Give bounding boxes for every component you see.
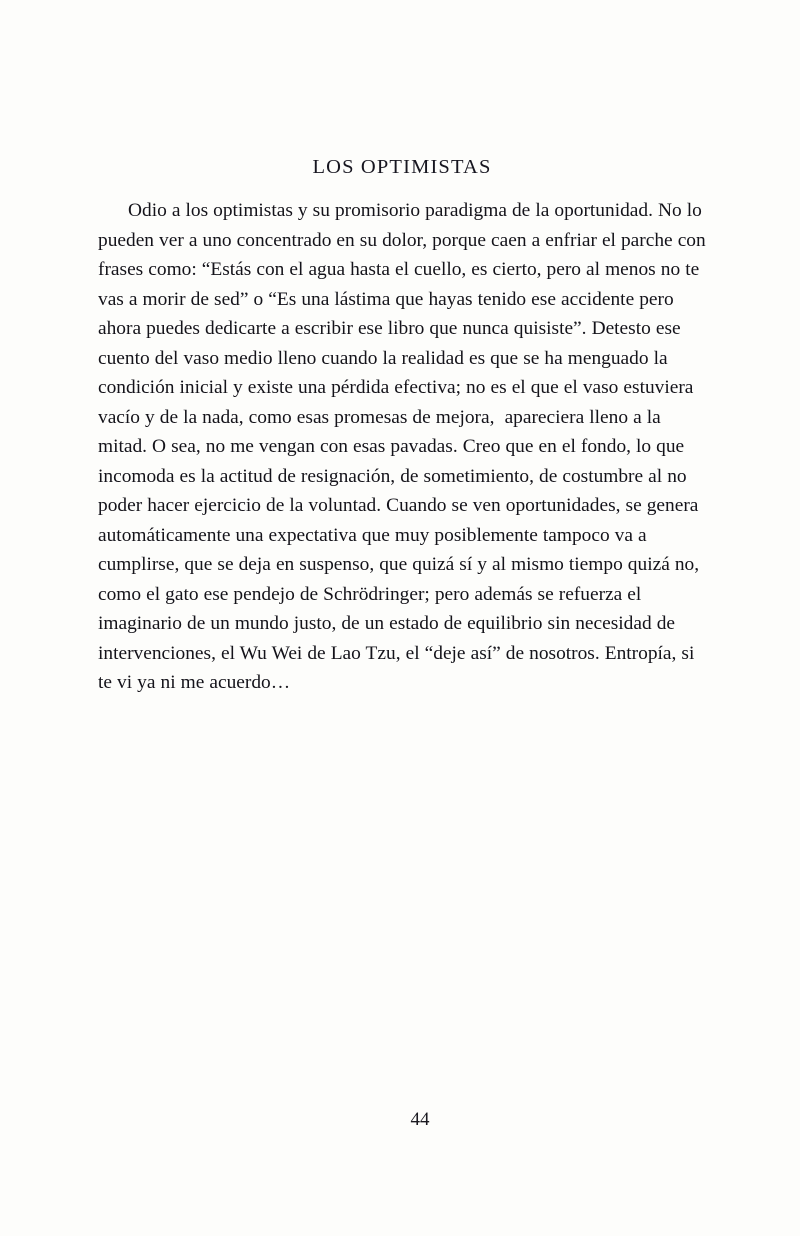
body-text-block (98, 196, 710, 698)
body-paragraph: Odio a los optimistas y su promisorio paradigma de la oportunidad. No lo pueden ver a uno concentrado en su dolor, porque caen a enfriar el parche con frases como: “Estás con el agua hasta el cuello, es cierto, pero al menos no te vas a morir de sed” o “Es una lástima que hayas tenido ese accidente pero ahora puedes dedicarte a escribir ese libro que nunca quisiste”. Detesto ese cuento del vaso medio lleno cuando la realidad es que se ha menguado la condición inicial y existe una pérdida efectiva; no es el que el vaso estuviera vacío y de la nada, como esas promesas de mejora, apareciera lleno a la mitad. O sea, no me vengan con esas pavadas. Creo que en el fondo, lo que incomoda es la actitud de resignación, de sometimiento, de costumbre al no poder hacer ejercicio de la voluntad. Cuando se ven oportunidades, se genera automáticamente una expectativa que muy posiblemente tampoco va a cumplirse, que se deja en suspenso, que quizá sí y al mismo tiempo quizá no, como el gato ese pendejo de Schrödringer; pero además se refuerza el imaginario de un mundo justo, de un estado de equilibrio sin necesidad de intervenciones, el Wu Wei de Lao Tzu, el “deje así” de nosotros. Entropía, si te vi ya ni me acuerdo… (98, 200, 711, 693)
page-number: 44 (410, 1109, 430, 1130)
page-title: LOS OPTIMISTAS (312, 155, 492, 178)
